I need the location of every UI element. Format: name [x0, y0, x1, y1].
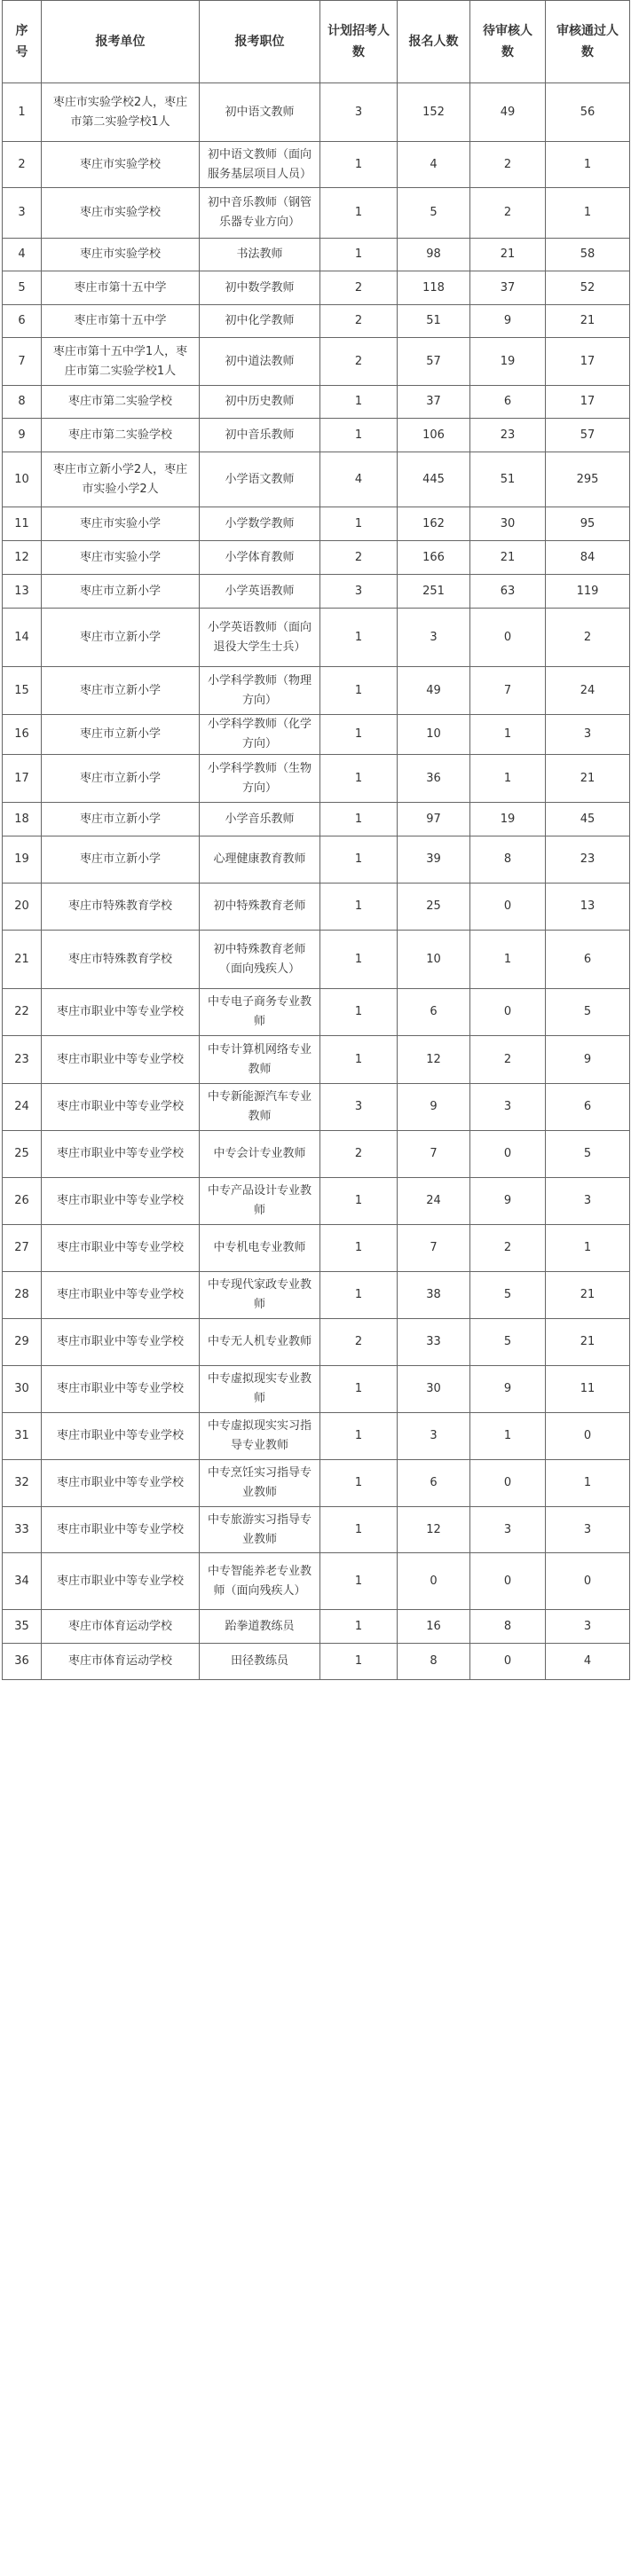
- cell-index: 9: [3, 419, 42, 452]
- cell-applicants: 166: [398, 541, 470, 575]
- cell-unit: 枣庄市职业中等专业学校: [42, 1036, 200, 1084]
- table-row: [3, 1225, 630, 1272]
- cell-approved: 24: [546, 667, 630, 715]
- cell-position: 小学数学教师: [200, 507, 320, 541]
- cell-position: 小学科学教师（生物方向）: [200, 755, 320, 803]
- cell-pending: 9: [470, 305, 546, 338]
- cell-position: 小学音乐教师: [200, 803, 320, 836]
- cell-index: 25: [3, 1131, 42, 1178]
- cell-pending: 2: [470, 1225, 546, 1272]
- cell-pending: 63: [470, 575, 546, 609]
- cell-applicants: 118: [398, 271, 470, 305]
- cell-index: 17: [3, 755, 42, 803]
- header-index: 序号: [3, 1, 42, 83]
- table-row: [3, 507, 630, 541]
- cell-unit: 枣庄市实验学校: [42, 239, 200, 271]
- cell-index: 7: [3, 338, 42, 386]
- cell-applicants: 33: [398, 1319, 470, 1366]
- table-row: [3, 338, 630, 386]
- cell-unit: 枣庄市立新小学: [42, 715, 200, 755]
- table-row: [3, 803, 630, 836]
- cell-unit: 枣庄市职业中等专业学校: [42, 1460, 200, 1507]
- cell-pending: 30: [470, 507, 546, 541]
- cell-pending: 5: [470, 1319, 546, 1366]
- cell-planned: 1: [320, 1178, 398, 1225]
- cell-position: 小学体育教师: [200, 541, 320, 575]
- cell-position: 初中特殊教育老师（面向残疾人）: [200, 931, 320, 989]
- cell-pending: 19: [470, 338, 546, 386]
- cell-unit: 枣庄市实验小学: [42, 507, 200, 541]
- cell-approved: 3: [546, 1610, 630, 1644]
- cell-applicants: 5: [398, 188, 470, 239]
- cell-pending: 0: [470, 1131, 546, 1178]
- table-row: [3, 1644, 630, 1680]
- cell-position: 中专计算机网络专业教师: [200, 1036, 320, 1084]
- cell-applicants: 7: [398, 1225, 470, 1272]
- cell-approved: 6: [546, 1084, 630, 1131]
- cell-position: 中专机电专业教师: [200, 1225, 320, 1272]
- cell-approved: 4: [546, 1644, 630, 1680]
- cell-approved: 1: [546, 1460, 630, 1507]
- cell-approved: 21: [546, 1319, 630, 1366]
- cell-pending: 6: [470, 386, 546, 419]
- cell-position: 书法教师: [200, 239, 320, 271]
- cell-pending: 2: [470, 1036, 546, 1084]
- cell-unit: 枣庄市立新小学: [42, 803, 200, 836]
- cell-pending: 1: [470, 755, 546, 803]
- cell-applicants: 25: [398, 884, 470, 931]
- cell-applicants: 12: [398, 1036, 470, 1084]
- cell-index: 29: [3, 1319, 42, 1366]
- table-row: [3, 1084, 630, 1131]
- cell-pending: 0: [470, 1553, 546, 1610]
- cell-approved: 9: [546, 1036, 630, 1084]
- cell-approved: 95: [546, 507, 630, 541]
- cell-index: 35: [3, 1610, 42, 1644]
- cell-applicants: 8: [398, 1644, 470, 1680]
- cell-unit: 枣庄市职业中等专业学校: [42, 1131, 200, 1178]
- cell-planned: 1: [320, 507, 398, 541]
- cell-applicants: 251: [398, 575, 470, 609]
- table-row: [3, 83, 630, 142]
- cell-position: 初中数学教师: [200, 271, 320, 305]
- cell-applicants: 16: [398, 1610, 470, 1644]
- table-row: [3, 836, 630, 884]
- cell-approved: 1: [546, 1225, 630, 1272]
- cell-unit: 枣庄市第十五中学: [42, 271, 200, 305]
- cell-index: 18: [3, 803, 42, 836]
- cell-pending: 3: [470, 1084, 546, 1131]
- cell-unit: 枣庄市实验学校: [42, 188, 200, 239]
- cell-index: 4: [3, 239, 42, 271]
- table-row: [3, 884, 630, 931]
- table-row: [3, 271, 630, 305]
- cell-index: 31: [3, 1413, 42, 1460]
- table-row: [3, 1366, 630, 1413]
- cell-applicants: 36: [398, 755, 470, 803]
- table-row: [3, 305, 630, 338]
- cell-index: 27: [3, 1225, 42, 1272]
- table-row: [3, 1178, 630, 1225]
- cell-approved: 21: [546, 305, 630, 338]
- cell-applicants: 4: [398, 142, 470, 188]
- cell-planned: 3: [320, 1084, 398, 1131]
- cell-index: 14: [3, 609, 42, 667]
- cell-applicants: 3: [398, 609, 470, 667]
- cell-index: 21: [3, 931, 42, 989]
- cell-position: 初中语文教师（面向服务基层项目人员）: [200, 142, 320, 188]
- cell-applicants: 24: [398, 1178, 470, 1225]
- cell-unit: 枣庄市职业中等专业学校: [42, 1507, 200, 1553]
- cell-index: 36: [3, 1644, 42, 1680]
- cell-planned: 2: [320, 1131, 398, 1178]
- cell-index: 13: [3, 575, 42, 609]
- cell-pending: 2: [470, 142, 546, 188]
- cell-applicants: 37: [398, 386, 470, 419]
- table-row: [3, 755, 630, 803]
- cell-approved: 23: [546, 836, 630, 884]
- cell-unit: 枣庄市体育运动学校: [42, 1644, 200, 1680]
- cell-index: 12: [3, 541, 42, 575]
- cell-index: 3: [3, 188, 42, 239]
- cell-pending: 5: [470, 1272, 546, 1319]
- cell-approved: 13: [546, 884, 630, 931]
- cell-unit: 枣庄市特殊教育学校: [42, 884, 200, 931]
- registration-table: [2, 0, 630, 1680]
- cell-position: 小学语文教师: [200, 452, 320, 507]
- cell-position: 中专新能源汽车专业教师: [200, 1084, 320, 1131]
- cell-position: 中专无人机专业教师: [200, 1319, 320, 1366]
- cell-index: 5: [3, 271, 42, 305]
- cell-applicants: 10: [398, 715, 470, 755]
- cell-position: 中专旅游实习指导专业教师: [200, 1507, 320, 1553]
- cell-approved: 1: [546, 142, 630, 188]
- header-pending: 待审核人数: [470, 1, 546, 83]
- table-row: [3, 1319, 630, 1366]
- table-row: [3, 1131, 630, 1178]
- cell-index: 15: [3, 667, 42, 715]
- cell-applicants: 152: [398, 83, 470, 142]
- table-row: [3, 142, 630, 188]
- cell-applicants: 445: [398, 452, 470, 507]
- cell-approved: 6: [546, 931, 630, 989]
- cell-approved: 3: [546, 1178, 630, 1225]
- cell-approved: 45: [546, 803, 630, 836]
- cell-position: 中专智能养老专业教师（面向残疾人）: [200, 1553, 320, 1610]
- table-row: [3, 931, 630, 989]
- cell-planned: 1: [320, 188, 398, 239]
- cell-planned: 1: [320, 1460, 398, 1507]
- cell-pending: 0: [470, 1460, 546, 1507]
- cell-unit: 枣庄市职业中等专业学校: [42, 1553, 200, 1610]
- cell-index: 8: [3, 386, 42, 419]
- cell-index: 10: [3, 452, 42, 507]
- cell-index: 26: [3, 1178, 42, 1225]
- table-row: [3, 419, 630, 452]
- cell-index: 24: [3, 1084, 42, 1131]
- cell-pending: 8: [470, 836, 546, 884]
- header-position: 报考职位: [200, 1, 320, 83]
- cell-index: 16: [3, 715, 42, 755]
- cell-planned: 3: [320, 83, 398, 142]
- cell-planned: 1: [320, 609, 398, 667]
- cell-approved: 2: [546, 609, 630, 667]
- cell-index: 34: [3, 1553, 42, 1610]
- cell-planned: 1: [320, 755, 398, 803]
- cell-index: 20: [3, 884, 42, 931]
- cell-unit: 枣庄市立新小学: [42, 755, 200, 803]
- header-unit: 报考单位: [42, 1, 200, 83]
- cell-planned: 1: [320, 1610, 398, 1644]
- cell-applicants: 10: [398, 931, 470, 989]
- cell-index: 19: [3, 836, 42, 884]
- header-applicants: 报名人数: [398, 1, 470, 83]
- cell-unit: 枣庄市实验学校: [42, 142, 200, 188]
- cell-approved: 3: [546, 715, 630, 755]
- cell-unit: 枣庄市职业中等专业学校: [42, 1084, 200, 1131]
- cell-planned: 2: [320, 541, 398, 575]
- cell-unit: 枣庄市体育运动学校: [42, 1610, 200, 1644]
- cell-approved: 0: [546, 1413, 630, 1460]
- cell-position: 初中道法教师: [200, 338, 320, 386]
- cell-index: 28: [3, 1272, 42, 1319]
- table-row: [3, 715, 630, 755]
- cell-applicants: 0: [398, 1553, 470, 1610]
- table-row: [3, 989, 630, 1036]
- cell-approved: 17: [546, 338, 630, 386]
- cell-approved: 58: [546, 239, 630, 271]
- cell-index: 6: [3, 305, 42, 338]
- cell-applicants: 39: [398, 836, 470, 884]
- cell-planned: 1: [320, 715, 398, 755]
- cell-pending: 1: [470, 715, 546, 755]
- cell-approved: 84: [546, 541, 630, 575]
- header-row: [3, 1, 630, 83]
- cell-unit: 枣庄市第二实验学校: [42, 386, 200, 419]
- cell-unit: 枣庄市立新小学2人，枣庄市实验小学2人: [42, 452, 200, 507]
- cell-applicants: 6: [398, 1460, 470, 1507]
- table-row: [3, 1272, 630, 1319]
- table-row: [3, 386, 630, 419]
- cell-approved: 57: [546, 419, 630, 452]
- cell-unit: 枣庄市职业中等专业学校: [42, 1319, 200, 1366]
- cell-unit: 枣庄市实验学校2人，枣庄市第二实验学校1人: [42, 83, 200, 142]
- cell-position: 跆拳道教练员: [200, 1610, 320, 1644]
- cell-planned: 1: [320, 1553, 398, 1610]
- table-row: [3, 452, 630, 507]
- cell-planned: 1: [320, 1366, 398, 1413]
- cell-unit: 枣庄市立新小学: [42, 609, 200, 667]
- cell-approved: 52: [546, 271, 630, 305]
- cell-pending: 3: [470, 1507, 546, 1553]
- cell-applicants: 98: [398, 239, 470, 271]
- cell-unit: 枣庄市立新小学: [42, 575, 200, 609]
- cell-planned: 1: [320, 239, 398, 271]
- cell-position: 初中音乐教师: [200, 419, 320, 452]
- cell-pending: 2: [470, 188, 546, 239]
- cell-pending: 0: [470, 1644, 546, 1680]
- cell-pending: 21: [470, 239, 546, 271]
- cell-unit: 枣庄市职业中等专业学校: [42, 1225, 200, 1272]
- table-row: [3, 609, 630, 667]
- cell-planned: 3: [320, 575, 398, 609]
- cell-index: 22: [3, 989, 42, 1036]
- cell-planned: 4: [320, 452, 398, 507]
- cell-planned: 2: [320, 271, 398, 305]
- cell-index: 11: [3, 507, 42, 541]
- cell-planned: 1: [320, 836, 398, 884]
- cell-unit: 枣庄市职业中等专业学校: [42, 1366, 200, 1413]
- cell-position: 初中特殊教育老师: [200, 884, 320, 931]
- cell-planned: 1: [320, 931, 398, 989]
- table-row: [3, 541, 630, 575]
- cell-planned: 2: [320, 305, 398, 338]
- cell-pending: 23: [470, 419, 546, 452]
- cell-unit: 枣庄市职业中等专业学校: [42, 1413, 200, 1460]
- cell-planned: 2: [320, 338, 398, 386]
- cell-planned: 1: [320, 803, 398, 836]
- cell-position: 中专电子商务专业教师: [200, 989, 320, 1036]
- header-approved: 审核通过人数: [546, 1, 630, 83]
- table-row: [3, 1413, 630, 1460]
- cell-position: 小学英语教师（面向退役大学生士兵）: [200, 609, 320, 667]
- table-row: [3, 239, 630, 271]
- cell-applicants: 51: [398, 305, 470, 338]
- cell-planned: 1: [320, 1507, 398, 1553]
- cell-applicants: 6: [398, 989, 470, 1036]
- cell-planned: 1: [320, 386, 398, 419]
- cell-position: 初中化学教师: [200, 305, 320, 338]
- table-row: [3, 1507, 630, 1553]
- cell-applicants: 106: [398, 419, 470, 452]
- cell-approved: 119: [546, 575, 630, 609]
- cell-position: 中专产品设计专业教师: [200, 1178, 320, 1225]
- cell-pending: 1: [470, 931, 546, 989]
- cell-pending: 19: [470, 803, 546, 836]
- cell-applicants: 30: [398, 1366, 470, 1413]
- cell-planned: 1: [320, 884, 398, 931]
- table-row: [3, 575, 630, 609]
- cell-planned: 1: [320, 1644, 398, 1680]
- cell-approved: 56: [546, 83, 630, 142]
- table-body: [3, 83, 630, 1680]
- cell-index: 30: [3, 1366, 42, 1413]
- cell-applicants: 49: [398, 667, 470, 715]
- cell-position: 中专虚拟现实专业教师: [200, 1366, 320, 1413]
- cell-position: 中专虚拟现实实习指导专业教师: [200, 1413, 320, 1460]
- cell-planned: 1: [320, 667, 398, 715]
- cell-pending: 1: [470, 1413, 546, 1460]
- cell-unit: 枣庄市第二实验学校: [42, 419, 200, 452]
- cell-pending: 8: [470, 1610, 546, 1644]
- cell-pending: 9: [470, 1366, 546, 1413]
- cell-unit: 枣庄市第十五中学: [42, 305, 200, 338]
- cell-approved: 0: [546, 1553, 630, 1610]
- header-planned: 计划招考人数: [320, 1, 398, 83]
- table-row: [3, 667, 630, 715]
- cell-applicants: 57: [398, 338, 470, 386]
- cell-index: 32: [3, 1460, 42, 1507]
- cell-position: 中专现代家政专业教师: [200, 1272, 320, 1319]
- table-row: [3, 1036, 630, 1084]
- cell-index: 33: [3, 1507, 42, 1553]
- cell-planned: 1: [320, 989, 398, 1036]
- cell-approved: 3: [546, 1507, 630, 1553]
- cell-approved: 1: [546, 188, 630, 239]
- cell-index: 1: [3, 83, 42, 142]
- cell-pending: 49: [470, 83, 546, 142]
- cell-pending: 21: [470, 541, 546, 575]
- cell-unit: 枣庄市特殊教育学校: [42, 931, 200, 989]
- cell-applicants: 7: [398, 1131, 470, 1178]
- cell-planned: 1: [320, 1272, 398, 1319]
- cell-index: 2: [3, 142, 42, 188]
- cell-applicants: 162: [398, 507, 470, 541]
- cell-position: 小学科学教师（化学方向）: [200, 715, 320, 755]
- table-row: [3, 1553, 630, 1610]
- cell-pending: 7: [470, 667, 546, 715]
- cell-position: 田径教练员: [200, 1644, 320, 1680]
- cell-position: 中专烹饪实习指导专业教师: [200, 1460, 320, 1507]
- cell-applicants: 38: [398, 1272, 470, 1319]
- cell-planned: 1: [320, 1225, 398, 1272]
- cell-pending: 9: [470, 1178, 546, 1225]
- cell-position: 小学英语教师: [200, 575, 320, 609]
- cell-index: 23: [3, 1036, 42, 1084]
- cell-planned: 1: [320, 1036, 398, 1084]
- cell-position: 中专会计专业教师: [200, 1131, 320, 1178]
- cell-position: 初中历史教师: [200, 386, 320, 419]
- cell-applicants: 3: [398, 1413, 470, 1460]
- cell-unit: 枣庄市第十五中学1人，枣庄市第二实验学校1人: [42, 338, 200, 386]
- cell-unit: 枣庄市职业中等专业学校: [42, 1272, 200, 1319]
- cell-applicants: 97: [398, 803, 470, 836]
- cell-applicants: 12: [398, 1507, 470, 1553]
- cell-unit: 枣庄市立新小学: [42, 667, 200, 715]
- cell-approved: 21: [546, 755, 630, 803]
- cell-pending: 0: [470, 989, 546, 1036]
- cell-unit: 枣庄市职业中等专业学校: [42, 1178, 200, 1225]
- cell-position: 小学科学教师（物理方向）: [200, 667, 320, 715]
- cell-position: 初中语文教师: [200, 83, 320, 142]
- table-row: [3, 188, 630, 239]
- cell-approved: 295: [546, 452, 630, 507]
- cell-planned: 2: [320, 1319, 398, 1366]
- cell-approved: 5: [546, 1131, 630, 1178]
- cell-pending: 51: [470, 452, 546, 507]
- cell-approved: 11: [546, 1366, 630, 1413]
- cell-pending: 0: [470, 884, 546, 931]
- cell-pending: 37: [470, 271, 546, 305]
- cell-pending: 0: [470, 609, 546, 667]
- cell-planned: 1: [320, 1413, 398, 1460]
- cell-unit: 枣庄市职业中等专业学校: [42, 989, 200, 1036]
- cell-approved: 21: [546, 1272, 630, 1319]
- table-row: [3, 1610, 630, 1644]
- cell-approved: 5: [546, 989, 630, 1036]
- cell-planned: 1: [320, 142, 398, 188]
- cell-unit: 枣庄市实验小学: [42, 541, 200, 575]
- cell-unit: 枣庄市立新小学: [42, 836, 200, 884]
- cell-position: 心理健康教育教师: [200, 836, 320, 884]
- cell-approved: 17: [546, 386, 630, 419]
- table-row: [3, 1460, 630, 1507]
- cell-applicants: 9: [398, 1084, 470, 1131]
- cell-planned: 1: [320, 419, 398, 452]
- cell-position: 初中音乐教师（钢管乐器专业方向）: [200, 188, 320, 239]
